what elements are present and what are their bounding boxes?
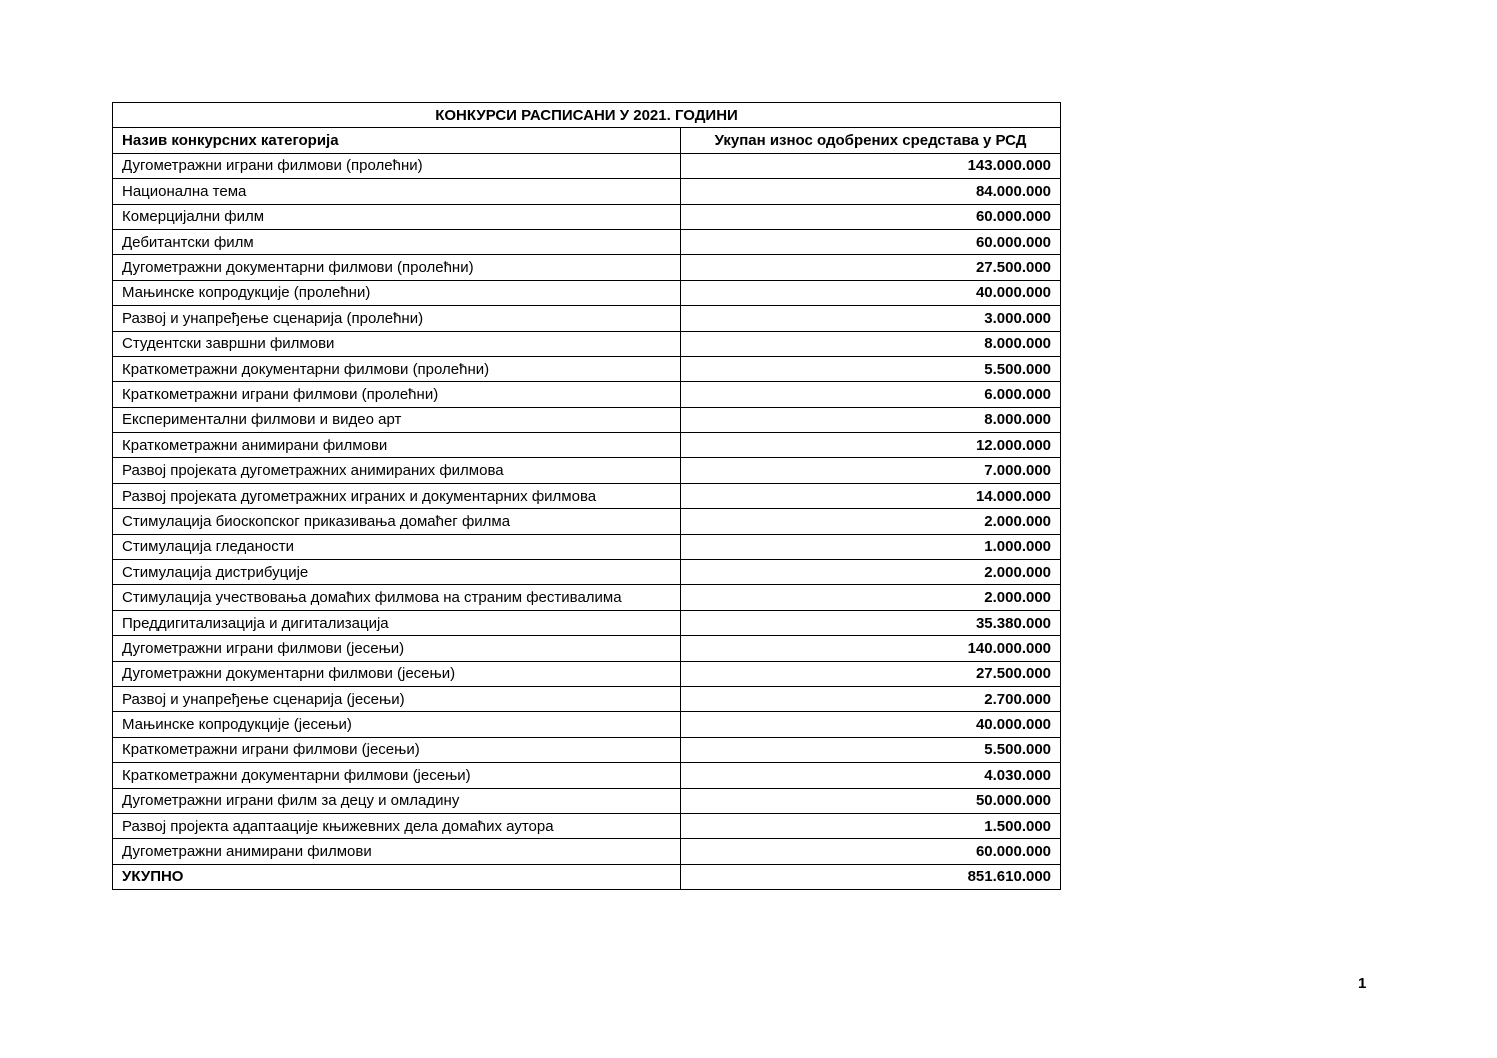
category-name-cell: Дугометражни анимирани филмови (113, 839, 681, 864)
amount-cell: 2.000.000 (681, 509, 1061, 534)
amount-cell: 2.000.000 (681, 585, 1061, 610)
amount-cell: 3.000.000 (681, 306, 1061, 331)
category-name-cell: Дугометражни документарни филмови (пролећни) (113, 255, 681, 280)
amount-cell: 7.000.000 (681, 458, 1061, 483)
table-row (113, 839, 1061, 864)
table-row (113, 636, 1061, 661)
table-row (113, 813, 1061, 838)
category-name-cell: Дугометражни документарни филмови (јесењи) (113, 661, 681, 686)
table-row (113, 686, 1061, 711)
table-row (113, 204, 1061, 229)
table-row (113, 712, 1061, 737)
category-name-cell: Дугометражни играни филм за децу и омладину (113, 788, 681, 813)
category-name-cell: Краткометражни документарни филмови (пролећни) (113, 356, 681, 381)
page-number: 1 (1358, 975, 1367, 992)
category-name-cell: Развој пројеката дугометражних играних и документарних филмова (113, 483, 681, 508)
amount-cell: 8.000.000 (681, 407, 1061, 432)
amount-cell: 143.000.000 (681, 153, 1061, 178)
category-name-cell: Дугометражни играни филмови (пролећни) (113, 153, 681, 178)
table-row (113, 737, 1061, 762)
column-header-amount: Укупан износ одобрених средстава у РСД (681, 128, 1061, 153)
table-row (113, 382, 1061, 407)
grants-table (112, 102, 1061, 890)
total-amount: 851.610.000 (681, 864, 1061, 889)
table-title-row (113, 103, 1061, 128)
table-row (113, 763, 1061, 788)
table-row (113, 229, 1061, 254)
amount-cell: 140.000.000 (681, 636, 1061, 661)
category-name-cell: Развој и унапређење сценарија (јесењи) (113, 686, 681, 711)
category-name-cell: Развој и унапређење сценарија (пролећни) (113, 306, 681, 331)
category-name-cell: Развој пројекта адаптаације књижевних дела домаћих аутора (113, 813, 681, 838)
amount-cell: 50.000.000 (681, 788, 1061, 813)
category-name-cell: Стимулација биоскопског приказивања домаћег филма (113, 509, 681, 534)
table-row (113, 153, 1061, 178)
amount-cell: 4.030.000 (681, 763, 1061, 788)
table-row (113, 433, 1061, 458)
amount-cell: 60.000.000 (681, 204, 1061, 229)
category-name-cell: Преддигитализација и дигитализација (113, 610, 681, 635)
amount-cell: 84.000.000 (681, 179, 1061, 204)
table-row (113, 585, 1061, 610)
category-name-cell: Дугометражни играни филмови (јесењи) (113, 636, 681, 661)
category-name-cell: Краткометражни документарни филмови (јесењи) (113, 763, 681, 788)
amount-cell: 2.000.000 (681, 560, 1061, 585)
amount-cell: 5.500.000 (681, 737, 1061, 762)
table-row (113, 458, 1061, 483)
amount-cell: 1.000.000 (681, 534, 1061, 559)
table-row (113, 534, 1061, 559)
amount-cell: 60.000.000 (681, 839, 1061, 864)
column-header-category: Назив конкурсних категорија (113, 128, 681, 153)
table-row (113, 661, 1061, 686)
table-row (113, 788, 1061, 813)
category-name-cell: Краткометражни играни филмови (пролећни) (113, 382, 681, 407)
amount-cell: 5.500.000 (681, 356, 1061, 381)
amount-cell: 2.700.000 (681, 686, 1061, 711)
category-name-cell: Експериментални филмови и видео арт (113, 407, 681, 432)
amount-cell: 6.000.000 (681, 382, 1061, 407)
grants-table-body (113, 103, 1061, 890)
table-row (113, 509, 1061, 534)
category-name-cell: Дебитантски филм (113, 229, 681, 254)
amount-cell: 40.000.000 (681, 712, 1061, 737)
table-header-row (113, 128, 1061, 153)
table-row (113, 306, 1061, 331)
category-name-cell: Стимулација учествовања домаћих филмова на страним фестивалима (113, 585, 681, 610)
table-row (113, 179, 1061, 204)
category-name-cell: Мањинске копродукције (пролећни) (113, 280, 681, 305)
category-name-cell: Краткометражни анимирани филмови (113, 433, 681, 458)
amount-cell: 27.500.000 (681, 661, 1061, 686)
category-name-cell: Краткометражни играни филмови (јесењи) (113, 737, 681, 762)
total-label: УКУПНО (113, 864, 681, 889)
category-name-cell: Стимулација гледаности (113, 534, 681, 559)
table-row (113, 560, 1061, 585)
amount-cell: 27.500.000 (681, 255, 1061, 280)
amount-cell: 40.000.000 (681, 280, 1061, 305)
table-row (113, 255, 1061, 280)
amount-cell: 1.500.000 (681, 813, 1061, 838)
category-name-cell: Национална тема (113, 179, 681, 204)
table-row (113, 356, 1061, 381)
table-row (113, 483, 1061, 508)
category-name-cell: Развој пројеката дугометражних анимираних филмова (113, 458, 681, 483)
table-title: КОНКУРСИ РАСПИСАНИ У 2021. ГОДИНИ (113, 103, 1061, 128)
amount-cell: 8.000.000 (681, 331, 1061, 356)
category-name-cell: Стимулација дистрибуције (113, 560, 681, 585)
amount-cell: 14.000.000 (681, 483, 1061, 508)
table-row (113, 407, 1061, 432)
amount-cell: 12.000.000 (681, 433, 1061, 458)
category-name-cell: Студентски завршни филмови (113, 331, 681, 356)
amount-cell: 35.380.000 (681, 610, 1061, 635)
table-row (113, 610, 1061, 635)
category-name-cell: Мањинске копродукције (јесењи) (113, 712, 681, 737)
category-name-cell: Комерцијални филм (113, 204, 681, 229)
table-row (113, 331, 1061, 356)
amount-cell: 60.000.000 (681, 229, 1061, 254)
total-row (113, 864, 1061, 889)
table-row (113, 280, 1061, 305)
